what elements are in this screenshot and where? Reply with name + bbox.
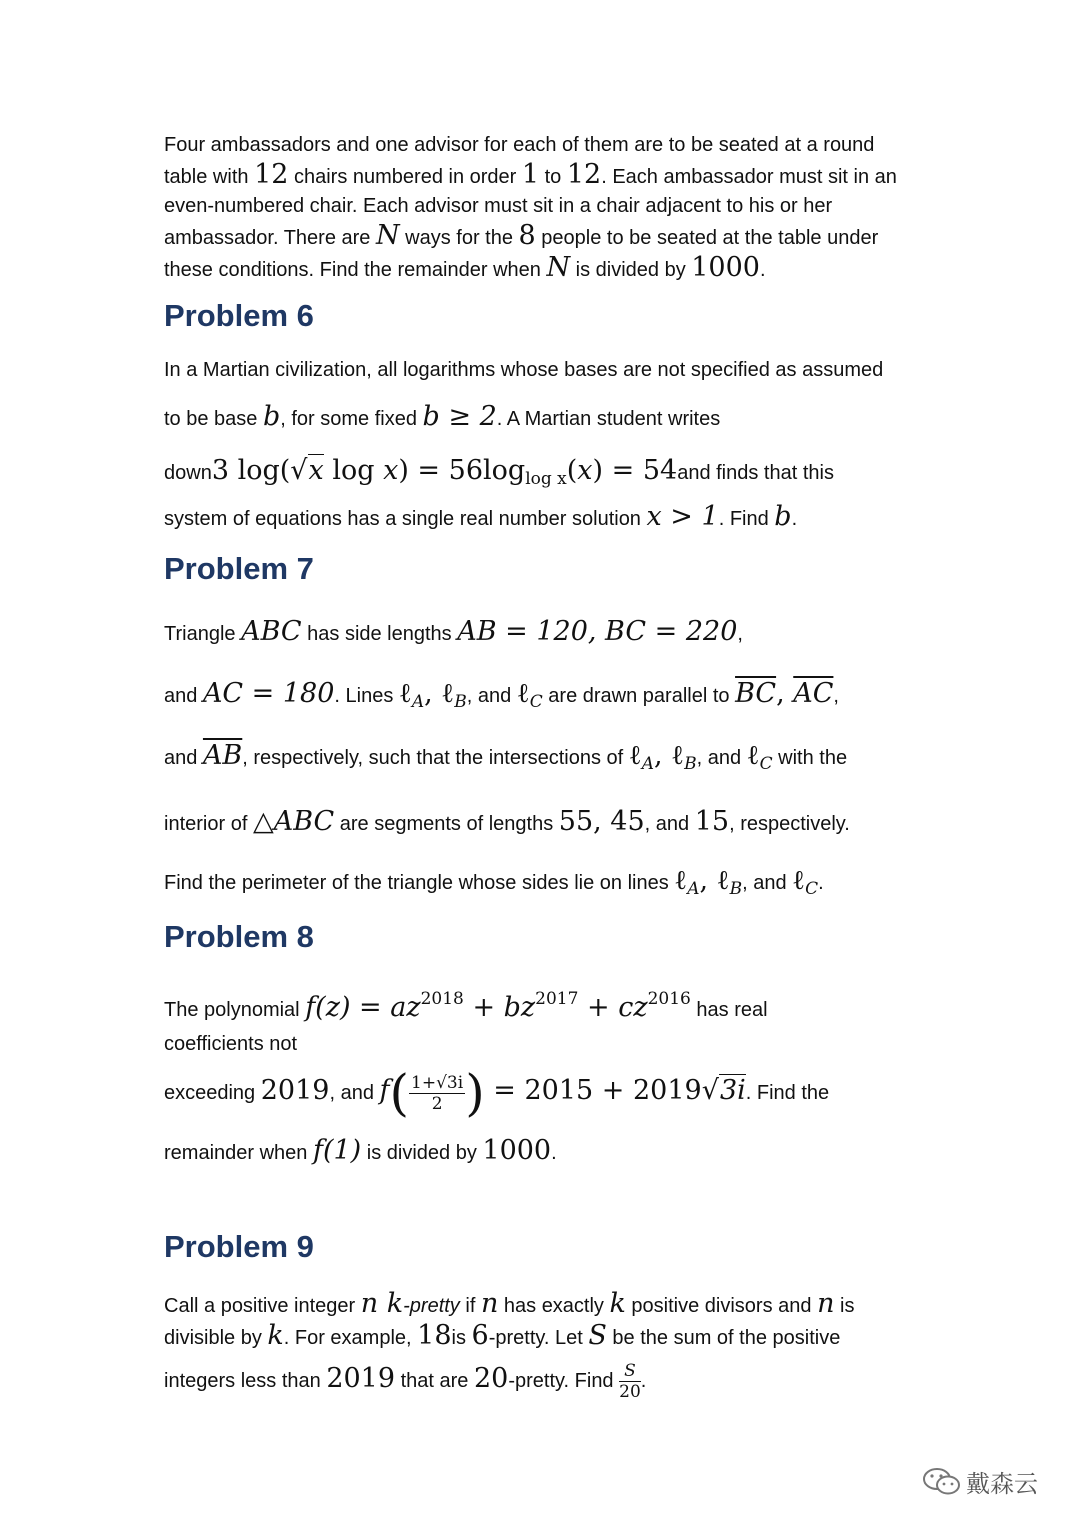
problem6-line3 — [164, 456, 883, 494]
wechat-icon — [922, 1466, 962, 1496]
text: people to be seated at the table under — [535, 227, 879, 249]
text: to be base — [164, 408, 263, 430]
text: system of equations has a single real number solution — [164, 508, 647, 530]
math: ℓ — [516, 678, 530, 709]
problem6-heading: Problem 6 — [164, 298, 314, 333]
math: 15 — [694, 806, 730, 837]
text: has real — [690, 999, 768, 1021]
problem9-body — [164, 1289, 854, 1402]
math: ℓ — [674, 865, 688, 896]
text: chairs numbered in order — [288, 166, 522, 188]
text: divisible by — [164, 1327, 268, 1349]
problem6-body — [164, 356, 883, 534]
text: , and — [696, 747, 747, 769]
text: In a Martian civilization, all logarithms whose bases are not specified as assumed — [164, 359, 884, 381]
math-sub: A — [687, 879, 700, 899]
math: , ℓ — [699, 865, 730, 896]
text: and — [164, 747, 203, 769]
math: AB = 120, BC = 220 — [457, 616, 738, 647]
math: $\overline{AC}$ — [793, 678, 834, 709]
math: log — [483, 455, 526, 486]
text: -pretty — [403, 1295, 460, 1317]
math: ℓ — [792, 865, 806, 896]
text: , and — [329, 1081, 380, 1104]
problem7-line3 — [164, 741, 850, 779]
problem9-heading: Problem 9 — [164, 1229, 314, 1264]
math: f(1) — [312, 1135, 362, 1166]
text: . A Martian student writes — [496, 408, 721, 430]
math: k — [609, 1288, 626, 1319]
math-sub: C — [529, 692, 543, 712]
text: even-numbered chair. Each advisor must sit in a chair adjacent to his or her — [164, 195, 833, 217]
text: integers less than — [164, 1369, 327, 1392]
text: are segments of lengths — [334, 813, 559, 835]
problem8-line2 — [164, 1030, 829, 1059]
problem8-heading: Problem 8 — [164, 919, 314, 954]
math: + cz — [578, 992, 648, 1023]
math: N — [546, 252, 571, 283]
problem6-line4 — [164, 502, 883, 534]
problem6-line2 — [164, 402, 883, 434]
math: , ℓ — [424, 678, 455, 709]
math-sub: A — [641, 754, 654, 774]
text: -pretty. Find — [508, 1369, 620, 1392]
math: n — [480, 1288, 499, 1319]
problem5-line4 — [164, 221, 897, 253]
text: , — [737, 623, 743, 645]
math: 2019 — [326, 1362, 396, 1394]
math: x — [308, 455, 324, 486]
text: has exactly — [498, 1295, 610, 1317]
problem7-line1 — [164, 617, 850, 649]
problem5-line2 — [164, 160, 897, 192]
text: The polynomial — [164, 999, 306, 1021]
watermark-text: 戴森云 — [966, 1470, 1038, 1498]
text: , respectively. — [729, 813, 850, 835]
problem6-line1 — [164, 356, 883, 385]
math-sup: 2018 — [420, 989, 464, 1009]
problem5-body — [164, 131, 897, 285]
text: is — [451, 1327, 472, 1349]
fraction-denominator: 2 — [431, 1094, 443, 1114]
text: . Each ambassador must sit in an — [601, 166, 897, 188]
math: b — [774, 501, 792, 532]
problem8-line3 — [164, 1064, 830, 1122]
math-sub: C — [759, 754, 773, 774]
text: , and — [466, 685, 517, 707]
text: . For example, — [283, 1327, 418, 1349]
text: positive divisors and — [625, 1295, 818, 1317]
text: Find the perimeter of the triangle whose sides lie on lines — [164, 872, 675, 894]
math: 1 — [521, 159, 540, 190]
math: log — [323, 455, 384, 486]
text: . Lines — [334, 685, 399, 707]
sqrt-symbol: √ — [701, 1074, 719, 1106]
fraction-denominator: 20 — [619, 1382, 641, 1402]
text: . Find the — [745, 1081, 830, 1104]
text: coefficients not — [164, 1033, 298, 1055]
math-sub: B — [454, 692, 467, 712]
problem5-line1 — [164, 131, 897, 160]
problem8-body — [164, 985, 829, 1168]
text: . — [818, 872, 824, 894]
math: f — [379, 1074, 390, 1106]
text: . — [791, 508, 798, 530]
math: △ABC — [252, 806, 335, 837]
text: is — [834, 1295, 855, 1317]
problem9-line2 — [164, 1321, 854, 1353]
math: n — [817, 1288, 835, 1319]
text: remainder when — [164, 1142, 313, 1164]
math: k — [378, 1288, 404, 1319]
text: exceeding — [164, 1081, 261, 1104]
text: and — [164, 685, 203, 707]
problem7-heading: Problem 7 — [164, 551, 314, 586]
fraction-numerator: S — [619, 1361, 641, 1382]
text: has side lengths — [301, 623, 458, 645]
text: , — [833, 685, 839, 707]
math: AC = 180 — [202, 678, 335, 709]
math: k — [267, 1320, 284, 1351]
text: down — [164, 462, 212, 484]
math: 18 — [417, 1320, 452, 1351]
problem9-line1 — [164, 1289, 854, 1321]
math-sup: 2017 — [535, 989, 579, 1009]
text: Call a positive integer — [164, 1295, 361, 1317]
text: with the — [772, 747, 848, 769]
math: 1000 — [691, 252, 760, 283]
math: ℓ — [398, 678, 412, 709]
math: b — [262, 401, 281, 432]
math: 3i — [719, 1074, 746, 1106]
math: ℓ — [746, 740, 760, 771]
math: ) = 54 — [592, 455, 678, 486]
math: ( — [566, 455, 578, 486]
problem8-line4 — [164, 1136, 829, 1168]
text: to — [539, 166, 567, 188]
math: , ℓ — [653, 740, 685, 771]
text: ambassador. There are — [164, 227, 376, 249]
math: + bz — [463, 992, 536, 1023]
math: 12 — [254, 159, 289, 190]
text: are drawn parallel to — [542, 685, 736, 707]
right-paren: ) — [465, 1064, 485, 1122]
math: x > 1 — [646, 501, 719, 532]
watermark — [922, 1462, 1052, 1502]
text: that are — [395, 1369, 474, 1392]
math: b ≥ 2 — [422, 401, 497, 432]
math: x — [383, 455, 399, 486]
text: . Find — [718, 508, 775, 530]
text: , for some fixed — [280, 408, 423, 430]
math: S — [588, 1320, 607, 1351]
math-sub: log x — [525, 469, 567, 489]
math-sub: C — [805, 879, 819, 899]
text: . — [551, 1142, 557, 1164]
math: $\overline{BC}$ — [735, 678, 777, 709]
math: 55, 45 — [558, 806, 645, 837]
problem8-line1 — [164, 985, 829, 1025]
problem7-body — [164, 617, 850, 904]
math: ℓ — [628, 740, 642, 771]
text: , and — [742, 872, 793, 894]
text: is divided by — [361, 1142, 483, 1164]
text: interior of — [164, 813, 253, 835]
math: 2019 — [260, 1074, 330, 1106]
math: 20 — [473, 1362, 509, 1394]
text: Triangle — [164, 623, 242, 645]
math: 1000 — [482, 1135, 552, 1166]
problem9-line3 — [164, 1361, 854, 1402]
math: $\overline{AB}$ — [202, 740, 243, 771]
math: 8 — [518, 220, 536, 251]
math-sub: A — [411, 692, 425, 712]
text: , and — [644, 813, 695, 835]
math: , — [776, 678, 794, 709]
text: if — [459, 1295, 481, 1317]
math-sub: B — [729, 879, 743, 899]
text: -pretty. Let — [488, 1327, 589, 1349]
fraction — [619, 1361, 641, 1402]
fraction — [409, 1073, 465, 1114]
text: . — [759, 259, 766, 281]
math: n — [360, 1288, 379, 1319]
math: 6 — [471, 1320, 489, 1351]
text: table with — [164, 166, 255, 188]
math: N — [375, 220, 400, 251]
left-paren: ( — [389, 1064, 410, 1122]
text: . — [640, 1369, 647, 1392]
text: , respectively, such that the intersections of — [242, 747, 629, 769]
math: ABC — [241, 616, 302, 647]
sqrt-symbol: √ — [290, 455, 308, 486]
text: be the sum of the positive — [606, 1327, 841, 1349]
math-sub: B — [684, 754, 697, 774]
problem5-line3 — [164, 192, 897, 221]
problem7-line5 — [164, 866, 850, 904]
problem7-line2 — [164, 679, 850, 717]
text: ways for the — [399, 227, 519, 249]
math: f(z) = az — [305, 992, 421, 1023]
text: and finds that this — [677, 462, 834, 484]
math: = 2015 + 2019 — [484, 1074, 702, 1106]
problem7-line4 — [164, 807, 850, 839]
text: Four ambassadors and one advisor for each of them are to be seated at a round — [164, 134, 875, 156]
math: x — [577, 455, 593, 486]
fraction-numerator: 1+√3i — [411, 1073, 464, 1093]
math: 3 log( — [211, 455, 291, 486]
math: ) = 56 — [398, 455, 483, 486]
text: is divided by — [570, 259, 692, 281]
math: 12 — [566, 159, 602, 190]
problem5-line5 — [164, 253, 897, 285]
text: these conditions. Find the remainder when — [164, 259, 547, 281]
math-sup: 2016 — [647, 989, 691, 1009]
